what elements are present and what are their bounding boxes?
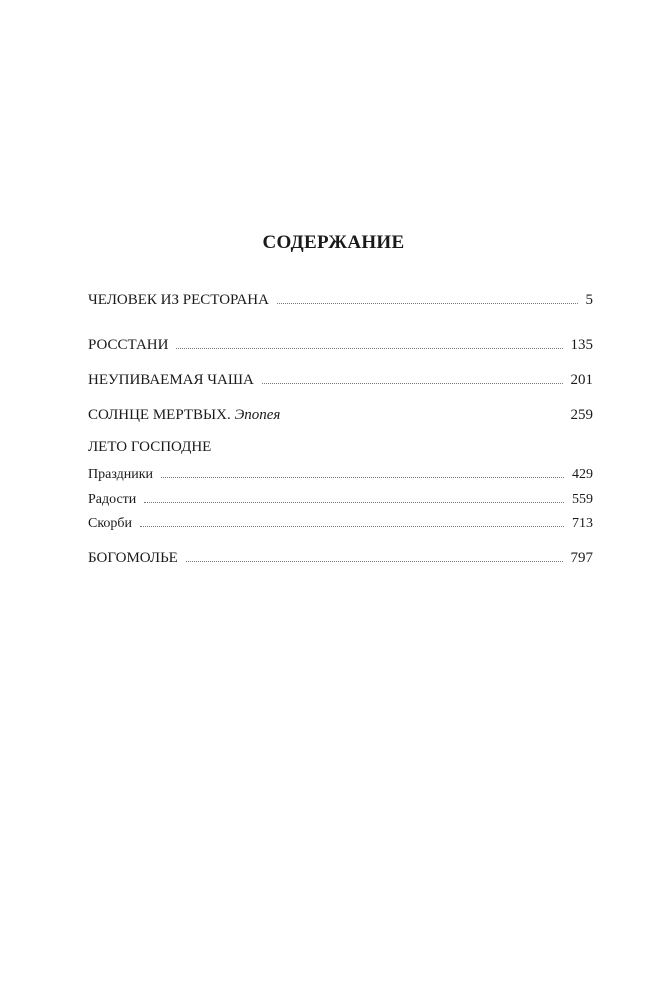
dot-leader [262,370,563,384]
dot-leader [161,465,564,478]
dot-leader [140,514,564,527]
toc-entry-title: РОССТАНИ [88,336,169,353]
toc-entry [88,405,593,424]
dot-leader [144,490,564,503]
toc-entry-title: ЧЕЛОВЕК ИЗ РЕСТОРАНА [88,291,269,308]
toc-entry-subtitle: Эпопея [234,406,281,423]
dot-leader [176,335,562,349]
toc-entry-page: 5 [585,291,593,308]
toc-subentry [88,514,593,532]
toc-entry-page: 135 [570,336,593,353]
toc-subentry-page: 429 [572,466,593,482]
page-title: СОДЕРЖАНИЕ [262,232,405,253]
toc-entry-title: НЕУПИВАЕМАЯ ЧАША [88,371,254,388]
toc-subentry-title: Праздники [88,466,154,482]
toc-subentry-page: 713 [572,515,593,531]
dot-leader [186,548,563,562]
toc-subentry-title: Радости [88,491,137,507]
toc-entry-page: 259 [570,406,593,423]
toc-entry-page: 201 [570,371,593,388]
toc-section-heading: ЛЕТО ГОСПОДНЕ [88,439,212,455]
toc-entry [88,370,593,389]
toc-entry-title [88,407,280,424]
toc-entry-page: 797 [570,549,593,566]
toc-subentry [88,490,593,508]
toc-subentry-page: 559 [572,491,593,507]
toc-entry-title-text: СОЛНЦЕ МЕРТВЫХ. [88,406,231,423]
toc-entry-title: БОГОМОЛЬЕ [88,549,178,566]
toc-entry [88,548,593,567]
toc-entry [88,290,593,309]
toc-subentry [88,465,593,483]
toc-subentry-title: Скорби [88,515,133,531]
toc-entry [88,335,593,354]
dot-leader [277,290,578,304]
